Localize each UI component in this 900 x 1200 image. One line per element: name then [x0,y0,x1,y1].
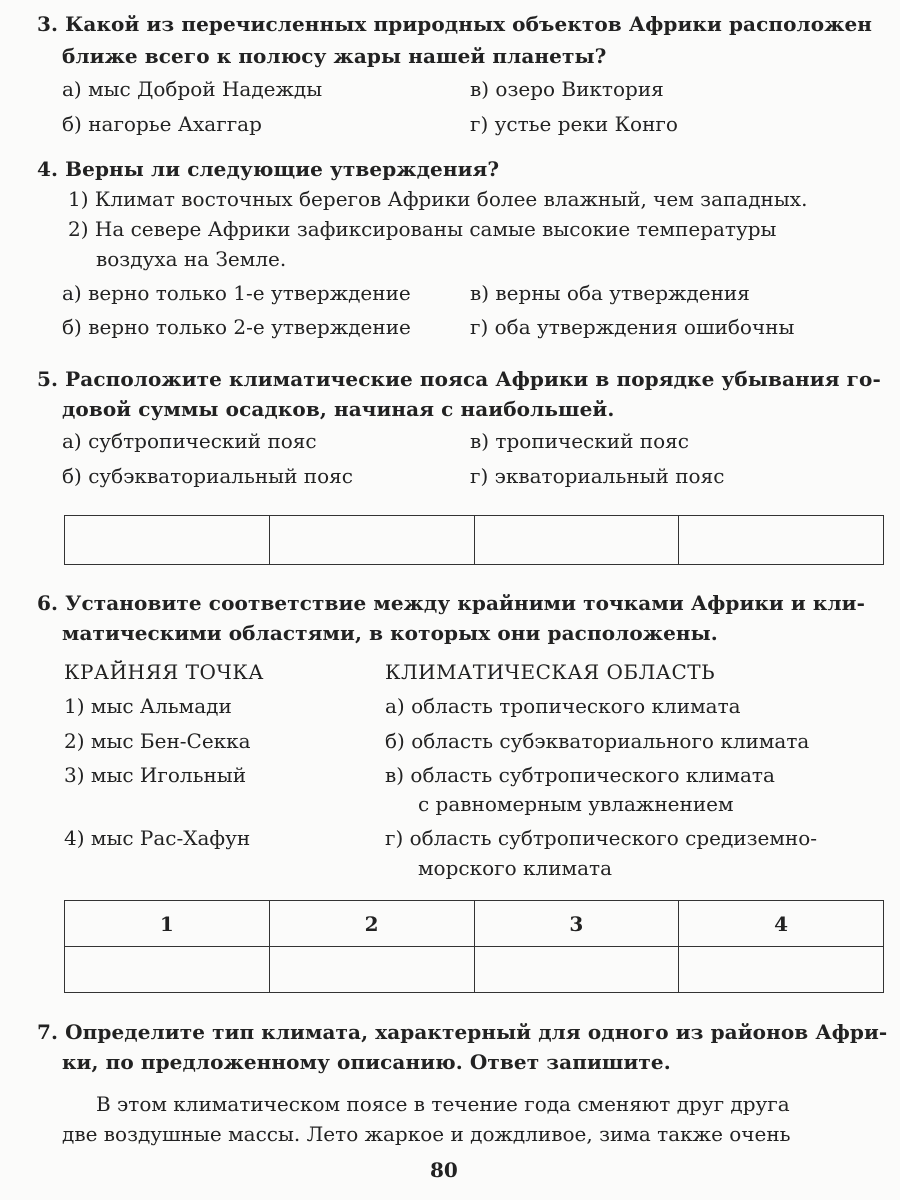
q6-point-4: 4) мыс Рас-Хафун [64,826,251,850]
q6-region-g-cont: морского климата [418,856,613,880]
q5-answer-cell[interactable] [679,516,884,565]
q4-statement-1: 1) Климат восточных берегов Африки более влажный, чем западных. [68,187,808,211]
q4-statement-2-cont: воздуха на Земле. [96,247,287,271]
q6-table-header-4: 4 [679,901,884,947]
q6-region-b: б) область субэкваториального климата [385,729,810,753]
q6-region-v-cont: с равномерным увлажнением [418,792,734,816]
q4-option-a: а) верно только 1-е утверждение [62,281,411,305]
q3-option-b: б) нагорье Ахаггар [62,112,262,136]
q5-option-v: в) тропический пояс [470,429,689,453]
q6-answer-cell[interactable] [679,947,884,993]
q3-option-a: а) мыс Доброй Надежды [62,77,323,101]
question-7-text-line2: ки, по предложенному описанию. Ответ запишите. [62,1050,671,1074]
q7-description-line1: В этом климатическом поясе в течение года сменяют друг друга [96,1092,790,1116]
q6-answer-cell[interactable] [65,947,270,993]
q6-table-header-2: 2 [269,901,474,947]
q6-point-1: 1) мыс Альмади [64,694,232,718]
q5-answer-cell[interactable] [474,516,679,565]
q6-right-header: КЛИМАТИЧЕСКАЯ ОБЛАСТЬ [385,660,716,684]
q5-answer-table [64,515,884,565]
q6-table-header-1: 1 [65,901,270,947]
q6-answer-table [64,900,884,993]
question-6-text-line1: 6. Установите соответствие между крайними точками Африки и кли- [37,591,865,615]
q6-left-header: КРАЙНЯЯ ТОЧКА [64,660,264,684]
q6-answer-cell[interactable] [269,947,474,993]
question-5-text-line2: довой суммы осадков, начиная с наибольшей. [62,397,615,421]
q5-option-a: а) субтропический пояс [62,429,317,453]
q5-answer-cell[interactable] [65,516,270,565]
q5-answer-cell[interactable] [269,516,474,565]
question-6-text-line2: матическими областями, в которых они расположены. [62,621,718,645]
question-4-text: 4. Верны ли следующие утверждения? [37,157,500,181]
q6-region-a: а) область тропического климата [385,694,741,718]
q4-option-b: б) верно только 2-е утверждение [62,315,411,339]
q7-description-line2: две воздушные массы. Лето жаркое и дождливое, зима также очень [62,1122,791,1146]
q6-point-3: 3) мыс Игольный [64,763,247,787]
q4-statement-2: 2) На севере Африки зафиксированы самые высокие температуры [68,217,777,241]
q4-option-g: г) оба утверждения ошибочны [470,315,795,339]
question-3-text-line1: 3. Какой из перечисленных природных объектов Африки расположен [37,12,873,36]
page-number: 80 [430,1158,458,1182]
q5-option-b: б) субэкваториальный пояс [62,464,353,488]
q6-region-g: г) область субтропического средиземно- [385,826,818,850]
q5-option-g: г) экваториальный пояс [470,464,725,488]
q3-option-v: в) озеро Виктория [470,77,664,101]
q6-table-header-3: 3 [474,901,679,947]
question-5-text-line1: 5. Расположите климатические пояса Африки в порядке убывания го- [37,367,881,391]
question-3-text-line2: ближе всего к полюсу жары нашей планеты? [62,44,607,68]
question-7-text-line1: 7. Определите тип климата, характерный для одного из районов Афри- [37,1020,888,1044]
q3-option-g: г) устье реки Конго [470,112,678,136]
q6-region-v: в) область субтропического климата [385,763,775,787]
q6-point-2: 2) мыс Бен-Секка [64,729,251,753]
q6-answer-cell[interactable] [474,947,679,993]
q4-option-v: в) верны оба утверждения [470,281,750,305]
